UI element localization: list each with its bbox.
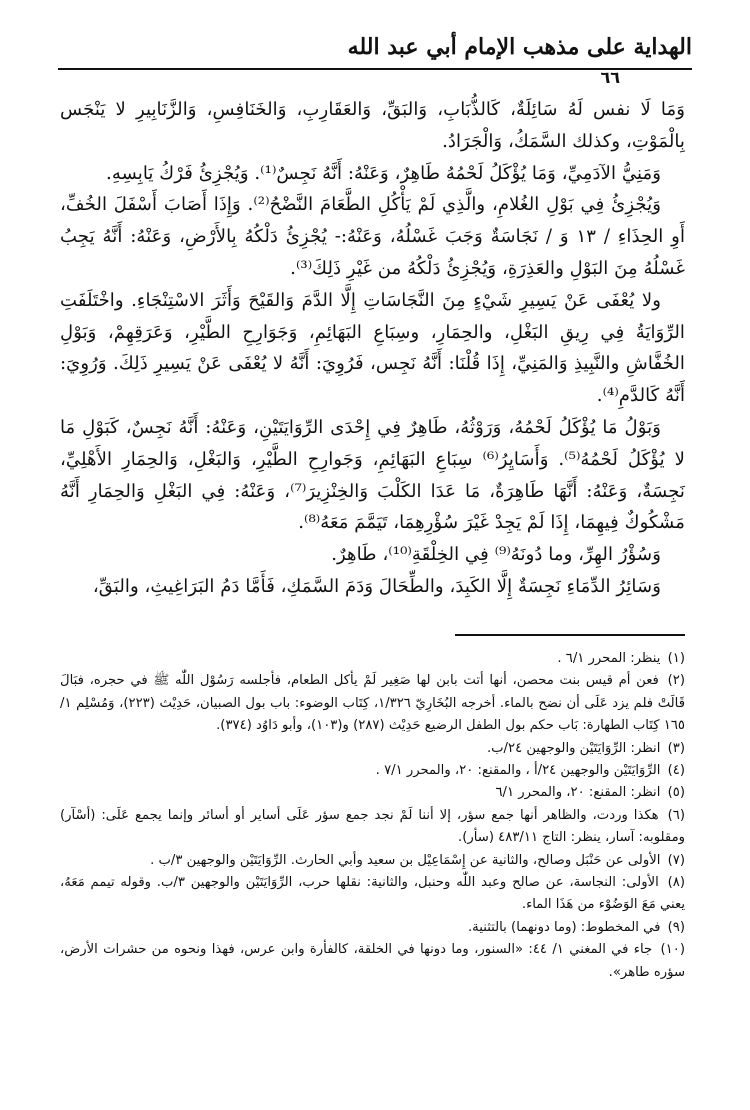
footnote-text: هكذا وردت، والظاهر أنها جمع سؤر، إلا أننا لَمْ نجد جمع سؤر عَلَى أساير أو أسائر وإنما يجمع عَلَى: (أسْآر) ومقلوبه: آسار، ينظر: التاج ٤٨٣/١١ (سأر). [60, 807, 685, 846]
paragraph: ولا يُعْفَى عَنْ يَسِيرِ شَيْءٍ مِنَ النَّجَاسَاتِ إِلَّا الدَّمَ وَالقَيْحَ وَأَثَرَ الاسْتِنْجَاءِ. واخْتَلَفَتِ الرِّوَايَةُ فِي رِيقِ البَغْلِ، والحِمَارِ، وسِبَاعِ البَهَائِمِ، وَجَوَارِحِ الطَّيْرِ، وَعَرَقِهِمْ، وَبَوْلِ الخُفَّاشِ والنَّبِيذِ وَالمَنِيِّ، إِذَا قُلْنَا: أَنَّهُ نَجِس، فَرُوِيَ: أَنَّهُ لا يُعْفَى عَنْ يَسِيرِ ذَلِكَ. وَرُوِيَ: أَنَّهُ كَالدَّمِ⁽⁴⁾. [60, 289, 685, 407]
footnote-number: (٧) [667, 852, 685, 868]
footnote-number: (٣) [667, 740, 685, 756]
footnote-text: الرِّوَايَتَيْن والوجهين ٢٤/أ ، والمقنع: ٢٠، والمحرر ٧/١ . [375, 763, 661, 779]
footnote [60, 782, 685, 804]
footnote-text: فعن أم قيس بنت محصن، أنها أتت بابن لها صَغِير لَمْ يأكل الطعام، فأجلسه رَسُوْل اللّٰه ﷺ في حجره، فبَالَ قَالَتْ فلم يزد عَلَى أن نضح بالماء. أخرجه البُخَارِيّ ١/٣٢٦، كِتَاب الوضوء: باب بول الصبيان، حَدِيْث (٢٢٣)، وَمُسْلِم ١/ ١٦٥ كِتَاب الطهارة: بَاب حكم بول الطفل الرضيع حَدِيْث (٢٨٧) و(١٠٣)، وأبو دَاوُد (٣٧٤). [60, 673, 686, 734]
footnote-number: (٩) [667, 919, 685, 935]
main-text [60, 94, 685, 603]
footnote-number: (٨) [667, 875, 685, 891]
footnote-number: (٥) [667, 785, 685, 801]
footnote [60, 850, 685, 872]
footnote-text: انظر: المقنع: ٢٠، والمحرر ٦/١ [495, 785, 661, 801]
footnote-text: ينظر: المحرر ٦/١ . [557, 651, 661, 666]
paragraph: وَبَوْلُ مَا يُؤْكَلُ لَحْمُهُ، وَرَوْثُهُ، طَاهِرٌ فِي إِحْدَى الرِّوَايَتَيْنِ، وَعَنْهُ: أَنَّهُ نَجِسٌ، كَبَوْلِ مَا لا يُؤْكَلُ لَحْمُهُ⁽⁵⁾. وَأَسَايِرُ⁽⁶⁾ سِبَاعِ البَهَائِمِ، وَجَوارِحِ الطَّيْرِ، وَالبَغْلِ، وَالحِمَارِ الأَهْلِيِّ، نَجِسَةٌ، وَعَنْهُ: أَنَّهَا طَاهِرَةٌ، مَا عَدَا الكَلْبَ وَالخِنْزِيرَ⁽⁷⁾، وَعَنْهُ: فِي البَغْلِ وَالحِمَارِ أَنَّهُ مَشْكُوكٌ فِيهِمَا، إِذَا لَمْ يَجِدْ غَيْرَ سُؤْرِهِمَا، تَيَمَّمَ مَعَهُ⁽⁸⁾. [60, 416, 685, 534]
footnote [60, 648, 685, 670]
running-header [58, 30, 692, 70]
footnote-text: الأولى عن حَنْبَل وصالح، والثانية عن إِسْمَاعِيْل بن سعيد وأبي الحارث. الرِّوَايَتَيْن والوجهين ٣/ب . [150, 852, 661, 868]
footnote [60, 670, 685, 737]
page-number: ٦٦ [600, 68, 620, 87]
footnote-number: (٢) [667, 673, 685, 689]
footnote-text: في المخطوط: (وما دونهما) بالتثنية. [467, 919, 661, 935]
paragraph: وَيُجْزِئُ فِي بَوْلِ الغُلامِ، والَّذِي لَمْ يَأْكُلِ الطَّعَامَ النَّضْحُ⁽²⁾. وَإِذَا أَصَابَ أَسْفَلَ الخُفِّ، أَوِ الحِذَاءِ / ١٣ وَ / نَجَاسَةٌ وَجَبَ غَسْلُهُ، وَعَنْهُ:- يُجْزِئُ دَلْكُهُ بِالأَرْضِ، وَعَنْهُ: أَنَّهُ يَجِبُ غَسْلُهُ مِنَ البَوْلِ والعَذِرَةِ، وَيُجْزِئُ دَلْكُهُ من غَيْرِ ذَلِكَ⁽³⁾. [60, 194, 686, 279]
header-title: الهداية على مذهب الإمام أبي عبد الله [347, 34, 692, 60]
footnote [60, 917, 685, 939]
paragraph: وَمَنِيُّ الآدَمِيِّ، وَمَا يُؤْكَلُ لَحْمُهُ طَاهِرٌ، وَعَنْهُ: أَنَّهُ نَجِسٌ⁽¹⁾. وَيُجْزِئُ فَرْكُ يَابِسِهِ. [106, 162, 661, 184]
paragraph: وَمَا لَا نفس لَهُ سَائِلَةٌ، كَالذُّبَابِ، وَالبَقِّ، وَالعَقَارِبِ، وَالخَنَافِسِ، وَالزَّنَابِيرِ لا يَنْجَس بِالْمَوْتِ، وكذلك السَّمَكُ، وَالْجَرَادُ. [60, 99, 685, 152]
footnote [60, 939, 685, 984]
footnote-text: انظر: الرِّوَايَتَيْن والوجهين ٢٤/ب. [486, 740, 661, 756]
footnote-text: جاء في المغني ١/ ٤٤: «السنور، وما دونها في الخلقة، كالفأرة وابن عرس، فهذا ونحوه من حشرات الأرض، سؤره طاهر». [60, 942, 685, 980]
footnote [60, 805, 685, 850]
footnote-number: (٤) [667, 763, 685, 779]
footnotes [60, 648, 685, 984]
footnote-separator [455, 634, 685, 636]
footnote-number: (١٠) [660, 942, 685, 958]
footnote [60, 760, 685, 782]
paragraph: وَسَائِرُ الدِّمَاءِ نَجِسَةٌ إِلَّا الكَبِدَ، والطِّحَالَ وَدَمَ السَّمَكِ، فَأَمَّا دَمُ البَرَاغِيثِ، والبَقِّ، [92, 575, 661, 597]
footnote [60, 738, 685, 760]
footnote-number: (٦) [667, 807, 685, 823]
footnote-number: (١) [667, 651, 685, 666]
paragraph: وَسُؤْرُ الهِرِّ، وما دُونَهُ⁽⁹⁾ فِي الخِلْقَةِ⁽¹⁰⁾، طَاهِرٌ. [331, 544, 661, 566]
footnote-text: الأولى: النجاسة، عن صالح وعبد اللّٰه وحنبل، والثانية: نقلها حرب، الرِّوَايَتَيْن والوجهين ٣/ب. وقوله تيمم مَعَهُ، يعني مَعَ الوَضُوْء من هَذَا الماء. [60, 875, 685, 913]
footnote [60, 872, 685, 917]
header-rule [58, 68, 692, 70]
